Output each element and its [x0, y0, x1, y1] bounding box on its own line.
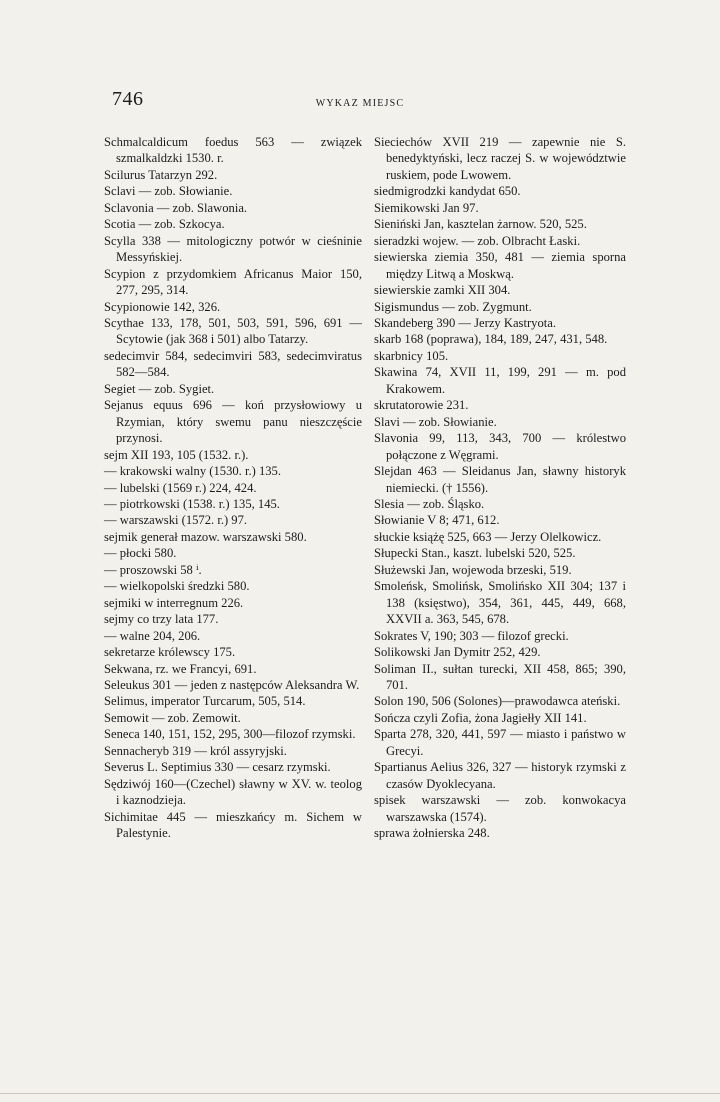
index-column-right [374, 134, 626, 841]
index-entry: Slavonia 99, 113, 343, 700 — królestwo połączone z Węgrami. [374, 431, 626, 462]
index-column-left [104, 134, 362, 841]
index-entry: sedecimvir 584, sedecimviri 583, sedecimviratus 582—584. [104, 348, 362, 380]
index-entry: skarb 168 (poprawa), 184, 189, 247, 431, 548. [374, 332, 608, 347]
index-entry: Siemikowski Jan 97. [374, 200, 479, 215]
index-entry: Slesia — zob. Śląsko. [374, 496, 485, 511]
index-entry: Skandeberg 390 — Jerzy Kastryota. [374, 315, 556, 330]
index-entry: Sejanus equus 696 — koń przysłowiowy u Rzymian, który swemu panu nieszczęście przynosi. [104, 398, 362, 446]
index-entry: Sichimitae 445 — mieszkańcy m. Sichem w Palestynie. [104, 809, 362, 841]
index-entry: sejmik generał mazow. warszawski 580. [104, 529, 307, 544]
index-entry: Scypionowie 142, 326. [104, 299, 221, 314]
index-entry: Spartianus Aelius 326, 327 — historyk rzymski z czasów Dyoklecyana. [374, 760, 626, 791]
index-entry: — walne 204, 206. [104, 628, 201, 643]
index-entry: Solikowski Jan Dymitr 252, 429. [374, 645, 541, 660]
index-entry: Skawina 74, XVII 11, 199, 291 — m. pod Krakowem. [374, 365, 626, 396]
index-entry: sprawa żołnierska 248. [374, 826, 490, 841]
index-entry: Seneca 140, 151, 152, 295, 300—filozof rzymski. [104, 727, 356, 742]
index-entry: Soliman II., sułtan turecki, XII 458, 865; 390, 701. [374, 661, 626, 692]
index-entry: Sończa czyli Zofia, żona Jagiełły XII 141. [374, 710, 587, 725]
index-entry: Selimus, imperator Turcarum, 505, 514. [104, 694, 306, 709]
index-entry: Seleukus 301 — jeden z następców Aleksandra W. [104, 677, 360, 692]
index-entry: siewierska ziemia 350, 481 — ziemia sporna między Litwą a Moskwą. [374, 250, 626, 281]
index-entry: Slavi — zob. Słowianie. [374, 414, 497, 429]
index-entry: Scypion z przydomkiem Africanus Maior 150, 277, 295, 314. [104, 266, 362, 298]
index-entry: — warszawski (1572. r.) 97. [104, 513, 248, 528]
index-entry: sekretarze królewscy 175. [104, 645, 236, 660]
running-head: WYKAZ MIEJSC [315, 98, 405, 109]
index-entry: Solon 190, 506 (Solones)—prawodawca ateński. [374, 694, 621, 709]
index-entry: Slejdan 463 — Sleidanus Jan, sławny historyk niemiecki. († 1556). [374, 464, 626, 495]
index-entry: Severus L. Septimius 330 — cesarz rzymski. [104, 760, 331, 775]
index-entry: Sennacheryb 319 — król assyryjski. [104, 743, 287, 758]
index-entry: Schmalcaldicum foedus 563 — związek szmalkaldzki 1530. r. [104, 135, 362, 166]
index-entry: siewierskie zamki XII 304. [374, 283, 511, 298]
index-entry: Semowit — zob. Zemowit. [104, 710, 241, 725]
index-entry: siedmigrodzki kandydat 650. [374, 184, 521, 199]
index-entry: Sparta 278, 320, 441, 597 — miasto i państwo w Grecyi. [374, 727, 626, 758]
index-entry: sieradzki wojew. — zob. Olbracht Łaski. [374, 233, 581, 248]
index-entry: — wielkopolski średzki 580. [104, 579, 250, 594]
index-entry: Sieniński Jan, kasztelan żarnow. 520, 525. [374, 217, 587, 232]
index-entry: spisek warszawski — zob. konwokacya warszawska (1574). [374, 793, 626, 824]
index-entry: sejmiki w interregnum 226. [104, 595, 244, 610]
index-entry: — proszowski 58 ⁱ. [104, 562, 202, 577]
index-entry: Sędziwój 160—(Czechel) sławny w XV. w. teolog i kaznodzieja. [104, 776, 362, 808]
index-entry: sejm XII 193, 105 (1532. r.). [104, 447, 249, 462]
index-entry: Słowianie V 8; 471, 612. [374, 513, 500, 528]
index-entry: Służewski Jan, wojewoda brzeski, 519. [374, 562, 572, 577]
index-entry: Sieciechów XVII 219 — zapewnie nie S. benedyktyński, lecz raczej S. w województwie ruskiem, pode Lwowem. [374, 135, 626, 182]
index-entry: Scylla 338 — mitologiczny potwór w cieśninie Messyńskiej. [104, 233, 362, 265]
index-entry: — krakowski walny (1530. r.) 135. [104, 464, 281, 479]
index-entry: Sclavonia — zob. Slawonia. [104, 200, 248, 215]
scan-edge-line [0, 1093, 720, 1094]
index-entry: Scilurus Tatarzyn 292. [104, 167, 218, 182]
index-entry: — płocki 580. [104, 546, 177, 561]
index-entry: sejmy co trzy lata 177. [104, 612, 219, 627]
index-entry: Smoleńsk, Smolińsk, Smolińsko XII 304; 137 i 138 (księstwo), 354, 361, 445, 449, 668, XXVII a. 363, 545, 678. [374, 579, 626, 627]
index-entry: skarbnicy 105. [374, 348, 449, 363]
index-entry: Sclavi — zob. Słowianie. [104, 184, 233, 199]
index-entry: — lubelski (1569 r.) 224, 424. [104, 480, 257, 495]
index-entry: Scotia — zob. Szkocya. [104, 217, 225, 232]
index-entry: Scythae 133, 178, 501, 503, 591, 596, 691 — Scytowie (jak 368 i 501) albo Tatarzy. [104, 315, 362, 347]
index-entry: Słupecki Stan., kaszt. lubelski 520, 525. [374, 546, 576, 561]
page-number: 746 [112, 88, 144, 110]
index-entry: Segiet — zob. Sygiet. [104, 381, 215, 396]
index-entry: Sokrates V, 190; 303 — filozof grecki. [374, 628, 569, 643]
index-entry: Sekwana, rz. we Francyi, 691. [104, 661, 257, 676]
index-entry: — piotrkowski (1538. r.) 135, 145. [104, 496, 280, 511]
index-entry: skrutatorowie 231. [374, 398, 469, 413]
index-entry: słuckie książę 525, 663 — Jerzy Olelkowicz. [374, 529, 602, 544]
index-entry: Sigismundus — zob. Zygmunt. [374, 299, 532, 314]
